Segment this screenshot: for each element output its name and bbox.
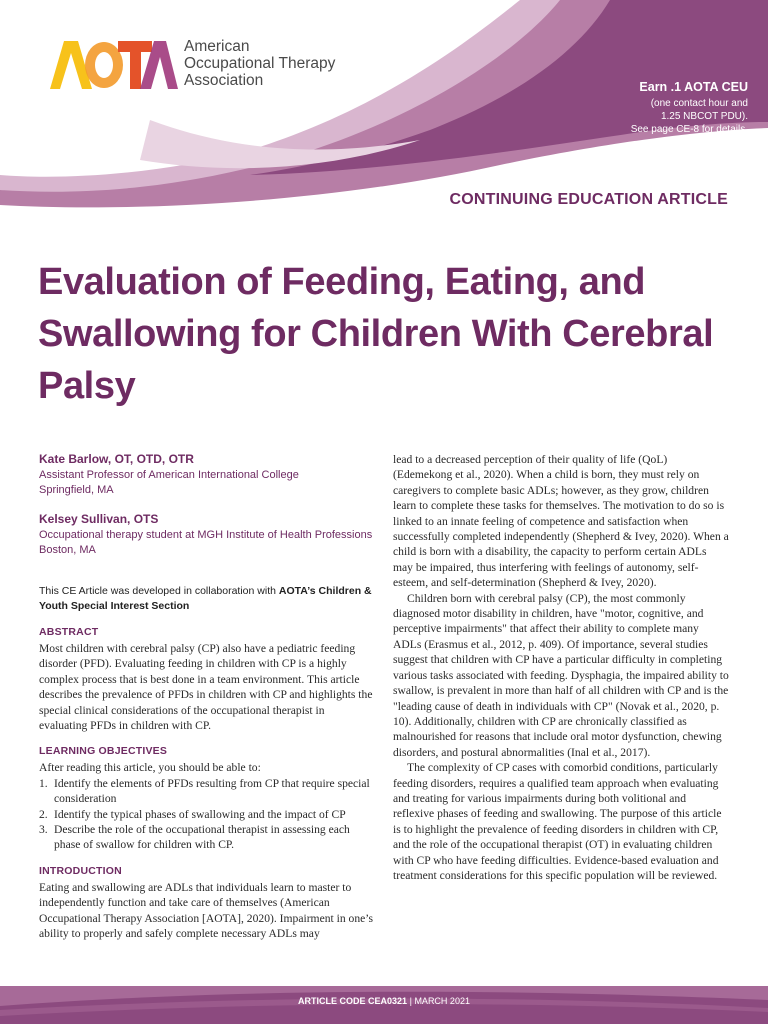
page-footer (0, 986, 768, 1024)
collaboration-prefix: This CE Article was developed in collaboration with (39, 585, 279, 597)
objectives-list (39, 776, 374, 853)
article-code: ARTICLE CODE CEA0321 (298, 996, 408, 1006)
ceu-detail: (one contact hour and (650, 98, 748, 109)
aota-name-line: Occupational Therapy (184, 55, 336, 72)
author-block (39, 512, 374, 558)
author-block (39, 452, 374, 498)
ceu-callout (548, 80, 748, 136)
body-paragraph: Children born with cerebral palsy (CP), the most commonly diagnosed motor disability in children, have "motor, cognitive, and perceptive impairments" that affect their ability to complete many ADLs (Erasmus et al., 2012, p. 409). Of importance, several studies suggest that children with CP have a particular difficulty in completing various tasks associated with feeding. Dysphagia, the impaired ability to swallow, is prevalent in more than half of all children with CP and is the "leading cause of death in individuals with CP" (Novak et al., 2020, p. 10). Additionally, children with CP are chronically classified as malnourished for reasons that include oral motor dysfunction, chewing disorders, and postural abnormalities (Inal et al., 2017). (393, 591, 729, 759)
objectives-heading: LEARNING OBJECTIVES (39, 745, 168, 758)
left-column (39, 452, 374, 942)
ceu-detail: 1.25 NBCOT PDU). (660, 111, 748, 122)
objective-item (39, 776, 374, 807)
objective-item (39, 807, 374, 822)
article-type-label: CONTINUING EDUCATION ARTICLE (449, 191, 728, 208)
ceu-detail: See page CE-8 for details. (630, 124, 748, 135)
footer-text (0, 996, 768, 1006)
body-paragraph: The complexity of CP cases with comorbid conditions, particularly feeding disorders, requires a qualified team approach when evaluating and treating for various impairments during both volitional and reflexive phases of feeding and swallowing. The purpose of this article is to highlight the prevalence of feeding disorders in children with CP, and the role of the occupational therapist (OT) in evaluating children with CP who have feeding difficulties. Evidence-based evaluation and treatment considerations for this specific population will be reviewed. (393, 761, 722, 882)
objective-number: 2. (39, 807, 48, 821)
aota-name-line: American (184, 38, 250, 55)
ceu-headline: Earn .1 AOTA CEU (639, 80, 748, 94)
article-title: Evaluation of Feeding, Eating, and Swallowing for Children With Cerebral Palsy (38, 261, 714, 407)
collaboration-sis: AOTA’s Children & Youth Special Interest Section (39, 585, 372, 612)
body-paragraph: lead to a decreased perception of their quality of life (QoL) (Edemekong et al., 2020). When a child is born, they must rely on caregivers to complete basic ADLs; however, as they grow, children learn to complete these tasks for themselves. The motivation to do so is linked to an innate feeling of competence and satisfaction when successfully completed independently (Shepherd & Ivey, 2020). When a child is born with a disability, the capacity to perform certain ADLs may be impaired, thus interfering with feelings of autonomy, self-esteem, and self-determination (Shepherd & Ivey, 2020). (393, 453, 729, 590)
aota-name (184, 38, 335, 89)
author-name: Kelsey Sullivan, OTS (39, 512, 159, 526)
introduction-text: Eating and swallowing are ADLs that individuals learn to master to independently function and take care of themselves (American Occupational Therapy Association [AOTA], 2020). Impairment in one’s ability to properly and safely complete necessary ADLs may (39, 880, 374, 941)
objective-item (39, 822, 374, 853)
objective-number: 1. (39, 776, 48, 790)
author-location: Boston, MA (39, 544, 96, 556)
abstract-heading: ABSTRACT (39, 626, 99, 638)
abstract-text: Most children with cerebral palsy (CP) also have a pediatric feeding disorder (PFD). Evaluating feeding in children with CP is a highly complex process that is best done in a team environment. This article describes the prevalence of PFDs in children with CP and highlights the special clinical considerations of the occupational therapist in evaluating PFDs in children with CP. (39, 642, 373, 733)
aota-logo[interactable] (50, 38, 335, 89)
right-column (393, 452, 729, 883)
author-location: Springfield, MA (39, 484, 114, 496)
author-affiliation: Occupational therapy student at MGH Institute of Health Professions (39, 529, 373, 541)
aota-logo-mark (50, 39, 178, 89)
objective-text: Identify the typical phases of swallowing and the impact of CP (54, 807, 346, 821)
collaboration-note (39, 584, 374, 614)
aota-name-line: Association (184, 72, 264, 89)
objectives-intro: After reading this article, you should be able to: (39, 761, 261, 775)
footer-date: MARCH 2021 (414, 996, 470, 1006)
introduction-heading: INTRODUCTION (39, 864, 122, 877)
footer-separator: | (409, 996, 412, 1006)
objective-text: Describe the role of the occupational therapist in assessing each phase of swallow for children with CP. (54, 823, 350, 852)
author-name: Kate Barlow, OT, OTD, OTR (39, 452, 194, 466)
objective-number: 3. (39, 823, 48, 837)
author-affiliation: Assistant Professor of American International College (39, 469, 299, 481)
objective-text: Identify the elements of PFDs resulting from CP that require special consideration (54, 776, 370, 806)
